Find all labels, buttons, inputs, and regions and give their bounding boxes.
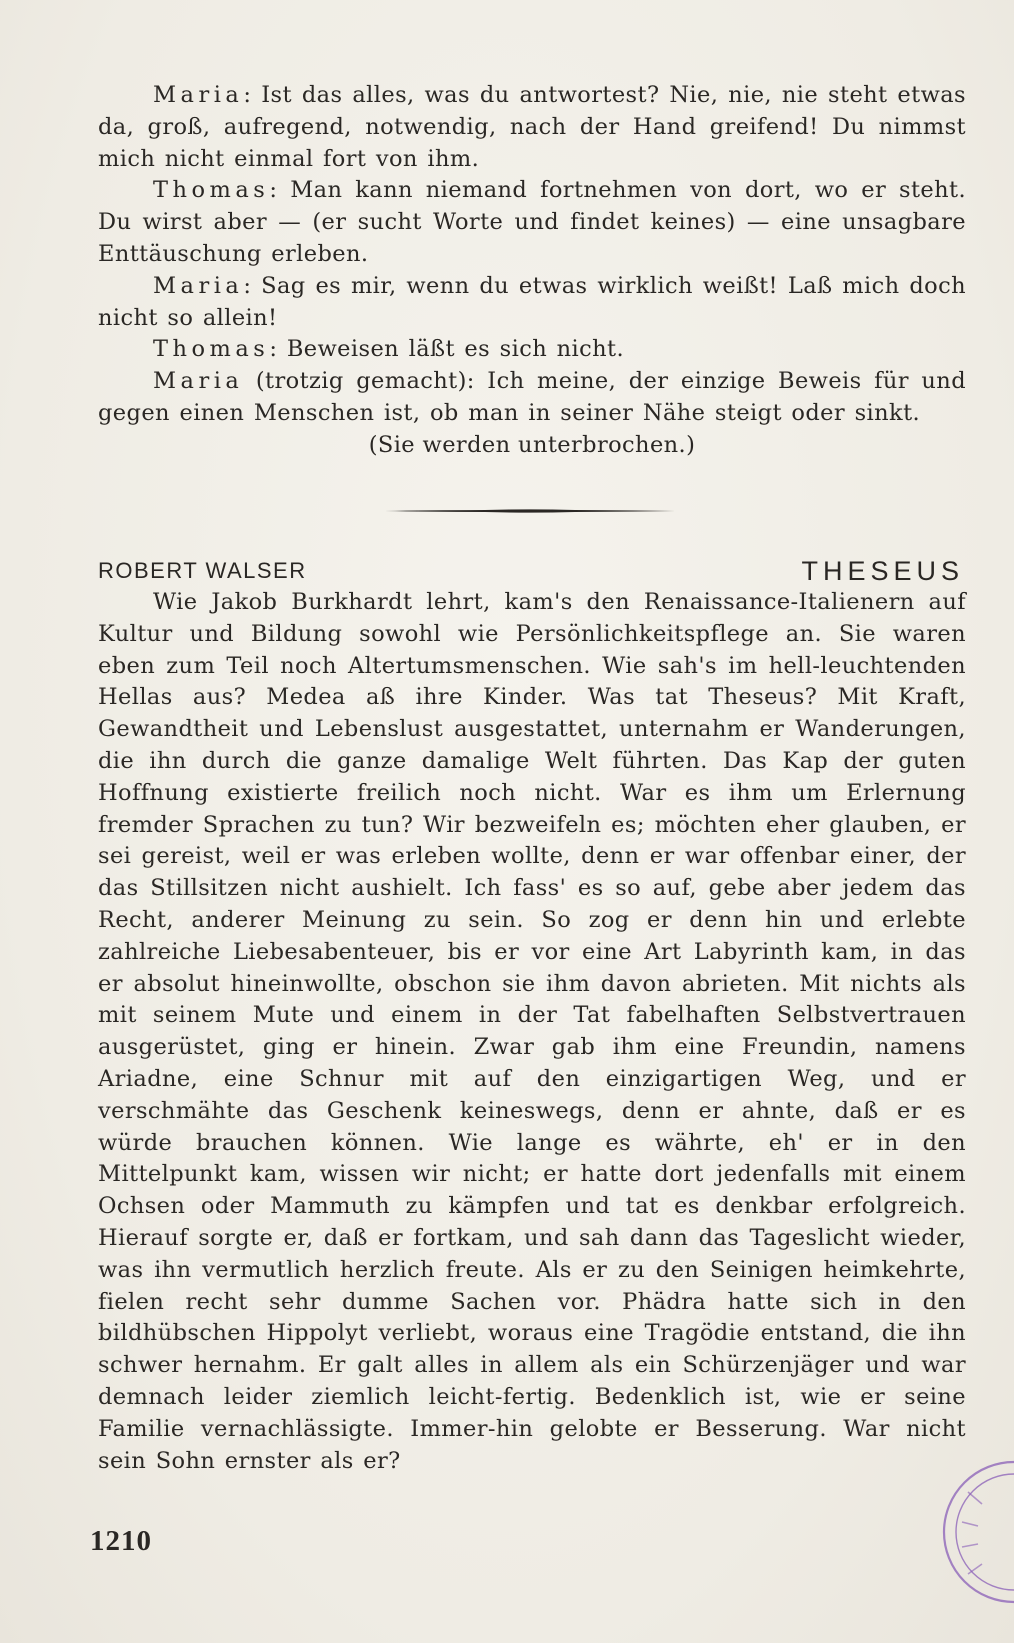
essay-header	[98, 556, 966, 590]
page-number: 1210	[90, 1525, 152, 1557]
dialogue-line	[98, 271, 966, 335]
speaker-name: Thomas	[153, 177, 270, 204]
dialogue-text: (trotzig gemacht): Ich meine, der einzige Beweis für und gegen einen Menschen ist, ob man in seiner Nähe steigt oder sinkt.	[98, 368, 966, 426]
speaker-name: Maria	[153, 272, 244, 299]
speaker-name: Maria	[153, 368, 244, 395]
dialogue-text: : Man kann niemand fortnehmen von dort, wo er steht. Du wirst aber — (er sucht Worte und findet keines) — eine unsagbare Enttäuschung erleben.	[98, 177, 966, 267]
dialogue-line	[98, 366, 966, 430]
library-stamp-icon	[938, 1452, 1014, 1612]
dialogue-line	[98, 334, 966, 366]
essay-body-section	[98, 587, 966, 1477]
essay-title: THESEUS	[801, 556, 964, 586]
essay-body: Wie Jakob Burkhardt lehrt, kam's den Renaissance-Italienern auf Kultur und Bildung sowohl wie Persönlichkeitspflege an. Sie waren eben zum Teil noch Altertumsmenschen. Wie sah's im hell-leuchtenden Hellas aus? Medea aß ihre Kinder. Was tat Theseus? Mit Kraft, Gewandtheit und Lebenslust ausgestattet, unternahm er Wanderungen, die ihn durch die ganze damalige Welt führten. Das Kap der guten Hoffnung existierte freilich noch nicht. War es ihm um Erlernung fremder Sprachen zu tun? Wir bezweifeln es; möchten eher glauben, er sei gereist, weil er was erleben wollte, denn er war offenbar einer, der das Stillsitzen nicht aushielt. Ich fass' es so auf, gebe aber jedem das Recht, anderer Meinung zu sein. So zog er denn hin und erlebte zahlreiche Liebesabenteuer, bis er vor eine Art Labyrinth kam, in das er absolut hineinwollte, obschon sie ihm davon abrieten. Mit nichts als mit seinem Mute und einem in der Tat fabelhaften Selbstvertrauen ausgerüstet, ging er hinein. Zwar gab ihm eine Freundin, namens Ariadne, eine Schnur mit auf den einzigartigen Weg, und er verschmähte das Geschenk keineswegs, denn er ahnte, daß er es würde brauchen können. Wie lange es währte, eh' er in den Mittelpunkt kam, wissen wir nicht; er hatte dort jedenfalls mit einem Ochsen oder Mammuth zu kämpfen und tat es denkbar erfolgreich. Hierauf sorgte er, daß er fortkam, und sah dann das Tageslicht wieder, was ihn vermutlich herzlich freute. Als er zu den Seinigen heimkehrte, fielen recht sehr dumme Sachen vor. Phädra hatte sich in den bildhübschen Hippolyt verliebt, woraus eine Tragödie entstand, die ihn schwer hernahm. Er galt alles in allem als ein Schürzenjäger und war demnach leider ziemlich leicht-fertig. Bedenklich ist, wie er seine Familie vernachlässigte. Immer-hin gelobte er Besserung. War nicht sein Sohn ernster als er?	[98, 589, 966, 1474]
dialogue-section	[98, 80, 966, 462]
dialogue-line	[98, 175, 966, 270]
stage-direction: (Sie werden unterbrochen.)	[368, 431, 696, 458]
speaker-name: Maria	[153, 82, 244, 108]
dialogue-line	[98, 80, 966, 175]
speaker-name: Thomas	[153, 336, 270, 363]
author-name: ROBERT WALSER	[98, 558, 307, 583]
dialogue-text: : Sag es mir, wenn du etwas wirklich weißt! Laß mich doch nicht so allein!	[98, 272, 966, 331]
dialogue-text: : Ist das alles, was du antwortest? Nie, nie, nie steht etwas da, groß, aufregend, notwendig, nach der Hand greifend! Du nimmst mich nicht einmal fort von ihm.	[98, 82, 966, 172]
dialogue-text: : Beweisen läßt es sich nicht.	[269, 336, 625, 363]
section-divider	[385, 508, 675, 514]
